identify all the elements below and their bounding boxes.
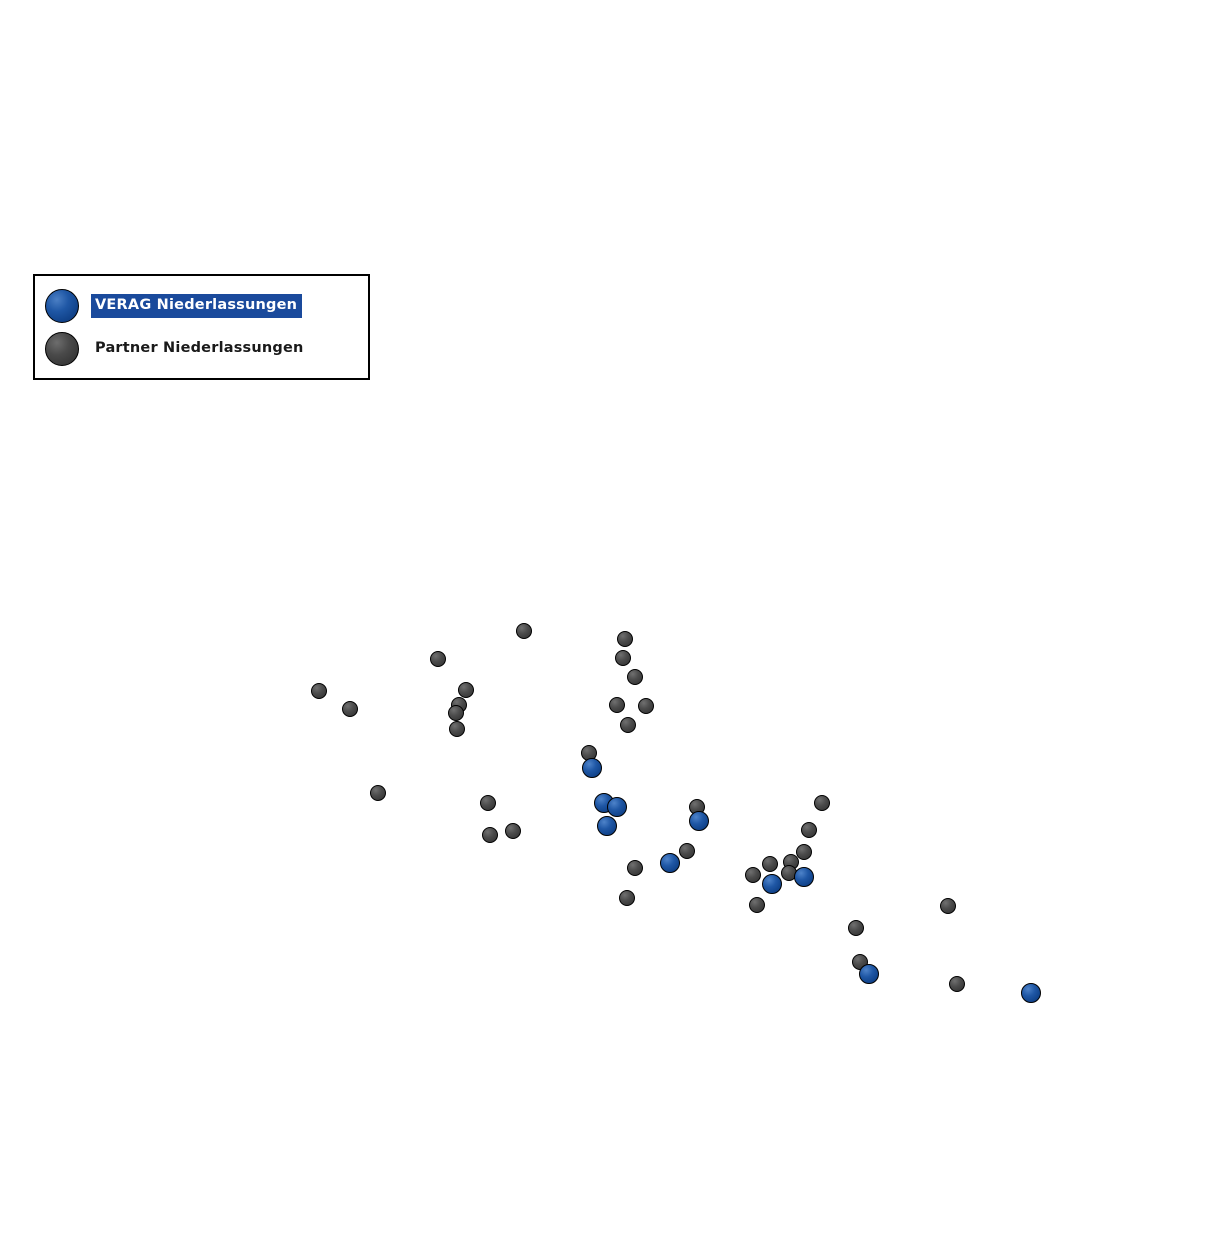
map-legend xyxy=(33,274,370,380)
map-marker-partner[interactable] xyxy=(949,976,965,992)
map-marker-partner[interactable] xyxy=(430,651,446,667)
map-marker-partner[interactable] xyxy=(638,698,654,714)
map-marker-verag[interactable] xyxy=(794,867,814,887)
map-marker-partner[interactable] xyxy=(796,844,812,860)
legend-item-verag[interactable] xyxy=(45,289,302,323)
map-marker-partner[interactable] xyxy=(505,823,521,839)
map-marker-partner[interactable] xyxy=(482,827,498,843)
map-marker-verag[interactable] xyxy=(582,758,602,778)
map-marker-partner[interactable] xyxy=(449,721,465,737)
map-marker-partner[interactable] xyxy=(370,785,386,801)
map-marker-partner[interactable] xyxy=(609,697,625,713)
map-marker-verag[interactable] xyxy=(762,874,782,894)
map-marker-partner[interactable] xyxy=(619,890,635,906)
legend-item-partner-label: Partner Niederlassungen xyxy=(95,340,304,357)
map-marker-partner[interactable] xyxy=(480,795,496,811)
legend-item-verag-label: VERAG Niederlassungen xyxy=(91,294,302,318)
map-marker-partner[interactable] xyxy=(749,897,765,913)
map-marker-partner[interactable] xyxy=(311,683,327,699)
map-marker-partner[interactable] xyxy=(848,920,864,936)
map-marker-partner[interactable] xyxy=(627,860,643,876)
map-marker-verag[interactable] xyxy=(660,853,680,873)
map-marker-partner[interactable] xyxy=(458,682,474,698)
map-marker-verag[interactable] xyxy=(607,797,627,817)
map-marker-partner[interactable] xyxy=(940,898,956,914)
map-marker-partner[interactable] xyxy=(762,856,778,872)
map-marker-partner[interactable] xyxy=(342,701,358,717)
map-marker-verag[interactable] xyxy=(859,964,879,984)
map-marker-partner[interactable] xyxy=(615,650,631,666)
map-marker-verag[interactable] xyxy=(689,811,709,831)
map-marker-verag[interactable] xyxy=(597,816,617,836)
legend-item-partner[interactable] xyxy=(45,332,309,366)
map-marker-verag[interactable] xyxy=(1021,983,1041,1003)
map-marker-partner[interactable] xyxy=(627,669,643,685)
map-marker-partner[interactable] xyxy=(745,867,761,883)
map-marker-partner[interactable] xyxy=(679,843,695,859)
verag-marker-icon xyxy=(45,289,79,323)
map-marker-partner[interactable] xyxy=(617,631,633,647)
map-marker-partner[interactable] xyxy=(814,795,830,811)
partner-marker-icon xyxy=(45,332,79,366)
map-marker-partner[interactable] xyxy=(801,822,817,838)
map-marker-partner[interactable] xyxy=(516,623,532,639)
map-marker-partner[interactable] xyxy=(448,705,464,721)
map-marker-partner[interactable] xyxy=(620,717,636,733)
